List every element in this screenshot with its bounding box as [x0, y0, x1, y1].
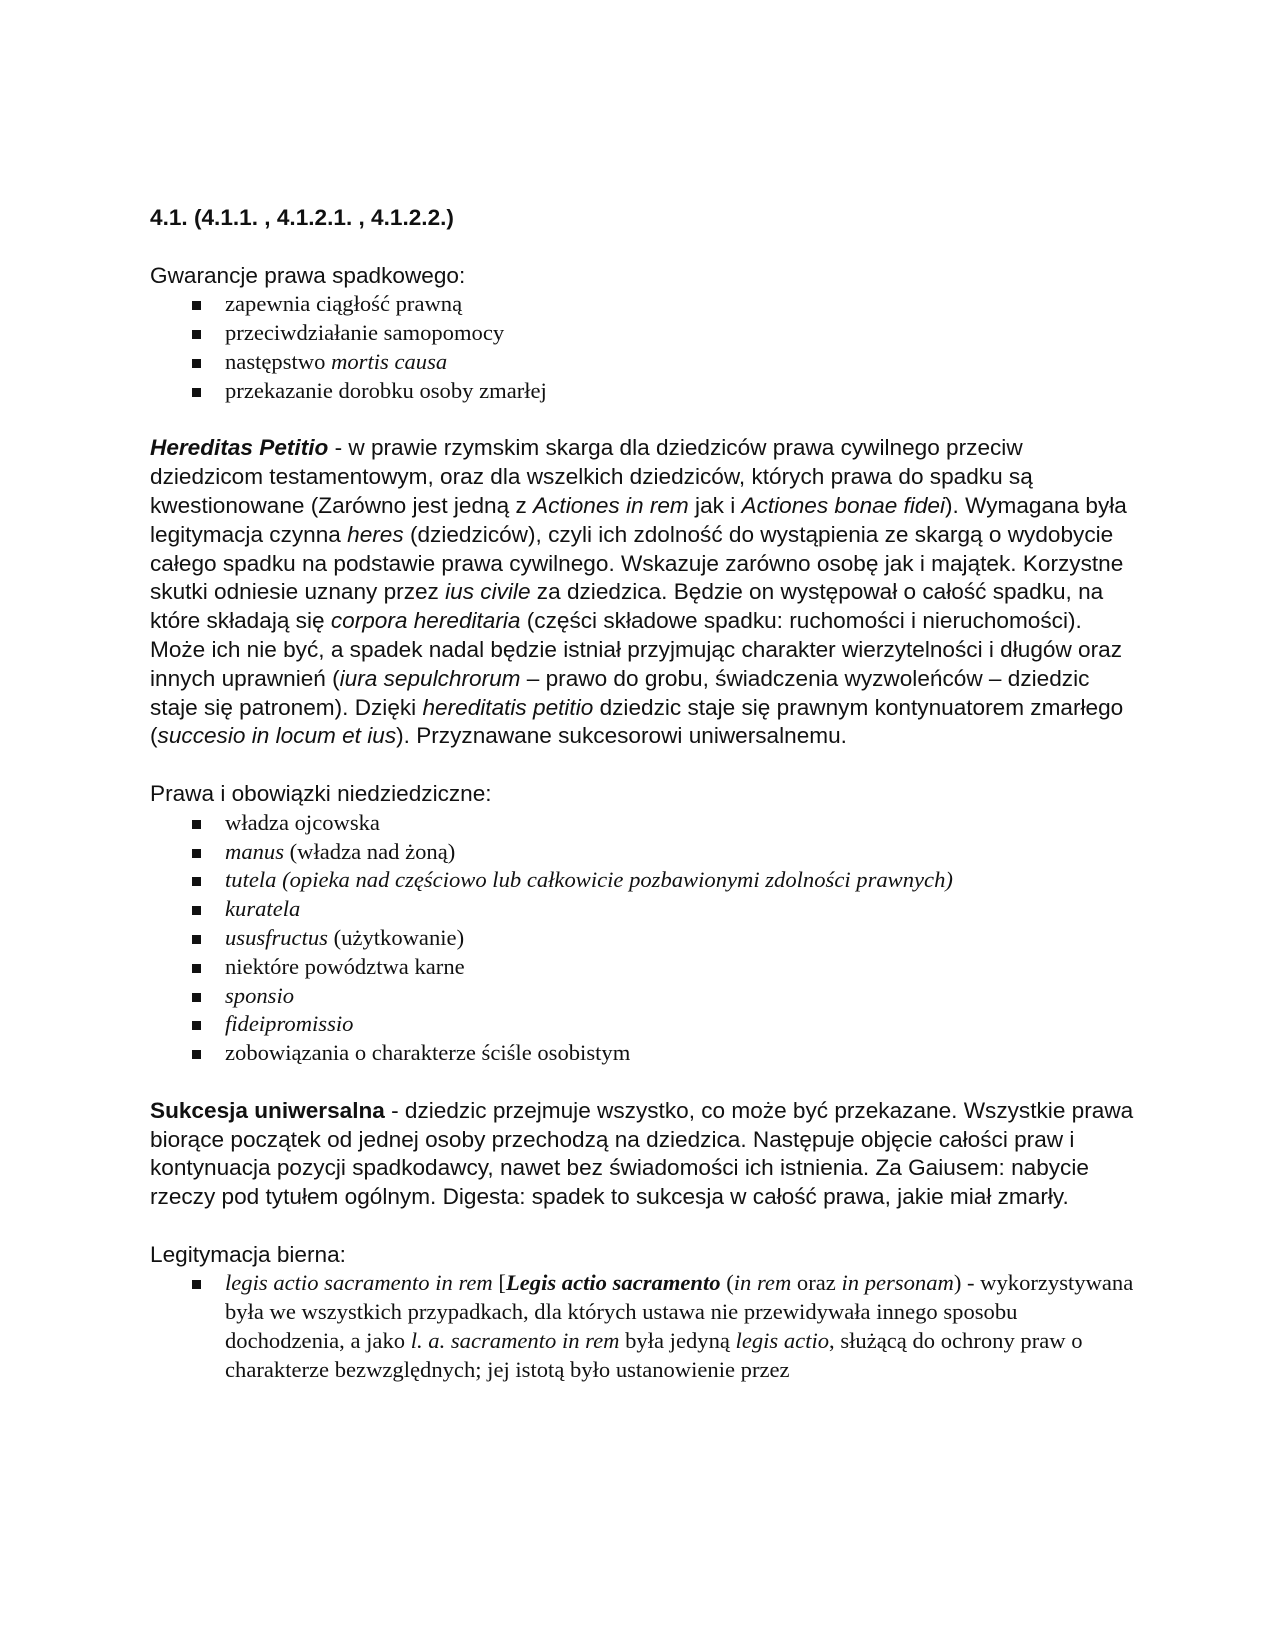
document-body — [150, 204, 1140, 1385]
list-item: kuratela — [225, 895, 1140, 924]
list-item: przeciwdziałanie samopomocy — [225, 319, 1140, 348]
guarantees-intro: Gwarancje prawa spadkowego: — [150, 262, 466, 288]
passive-legitimation-intro: Legitymacja bierna: — [150, 1241, 346, 1267]
non-inheritable-list — [150, 809, 1140, 1068]
section-heading: 4.1. (4.1.1. , 4.1.2.1. , 4.1.2.2.) — [150, 205, 454, 230]
list-item: następstwo mortis causa — [225, 348, 1140, 377]
list-item: tutela (opieka nad częściowo lub całkowicie pozbawionymi zdolności prawnych) — [225, 866, 1140, 895]
guarantees-list — [150, 290, 1140, 405]
universal-succession-paragraph: Sukcesja uniwersalna - dziedzic przejmuje wszystko, co może być przekazane. Wszystkie prawa biorące początek od jednej osoby przechodzą na dziedzica. Następuje objęcie całości praw i kontynuacja pozycji spadkodawcy, nawet bez świadomości ich istnienia. Za Gaiusem: nabycie rzeczy pod tytułem ogólnym. Digesta: spadek to sukcesja w całość prawa, jakie miał zmarły. — [150, 1097, 1134, 1210]
list-item: fideipromissio — [225, 1010, 1140, 1039]
passive-legitimation-list — [150, 1269, 1140, 1384]
list-item: przekazanie dorobku osoby zmarłej — [225, 377, 1140, 406]
hereditas-petitio-paragraph: Hereditas Petitio - w prawie rzymskim skarga dla dziedziców prawa cywilnego przeciw dziedzicom testamentowym, oraz dla wszelkich dziedziców, których prawa do spadku są kwestionowane (Zarówno jest jedną z Actiones in rem jak i Actiones bonae fidei). Wymagana była legitymacja czynna heres (dziedziców), czyli ich zdolność do wystąpienia ze skargą o wydobycie całego spadku na podstawie prawa cywilnego. Wskazuje zarówno osobę jak i majątek. Korzystne skutki odniesie uznany przez ius civile za dziedzica. Będzie on występował o całość spadku, na które składają się corpora hereditaria (części składowe spadku: ruchomości i nieruchomości). Może ich nie być, a spadek nadal będzie istniał przyjmując charakter wierzytelności i długów oraz innych uprawnień (iura sepulchrorum – prawo do grobu, świadczenia wyzwoleńców – dziedzic staje się patronem). Dzięki hereditatis petitio dziedzic staje się prawnym kontynuatorem zmarłego (succesio in locum et ius). Przyznawane sukcesorowi uniwersalnemu. — [150, 435, 1127, 749]
list-item: ususfructus (użytkowanie) — [225, 924, 1140, 953]
list-item: legis actio sacramento in rem [Legis actio sacramento (in rem oraz in personam) - wykorzystywana była we wszystkich przypadkach, dla których ustawa nie przewidywała innego sposobu dochodzenia, a jako l. a. sacramento in rem była jedyną legis actio, służącą do ochrony praw o charakterze bezwzględnych; jej istotą było ustanowienie przez — [225, 1269, 1140, 1384]
list-item: zapewnia ciągłość prawną — [225, 290, 1140, 319]
list-item: manus (władza nad żoną) — [225, 838, 1140, 867]
list-item: zobowiązania o charakterze ściśle osobistym — [225, 1039, 1140, 1068]
non-inheritable-intro: Prawa i obowiązki niedziedziczne: — [150, 780, 492, 806]
list-item: niektóre powództwa karne — [225, 953, 1140, 982]
term-hereditas-petitio: Hereditas Petitio — [150, 435, 329, 461]
term-universal-succession: Sukcesja uniwersalna — [150, 1097, 385, 1123]
list-item: sponsio — [225, 982, 1140, 1011]
list-item: władza ojcowska — [225, 809, 1140, 838]
